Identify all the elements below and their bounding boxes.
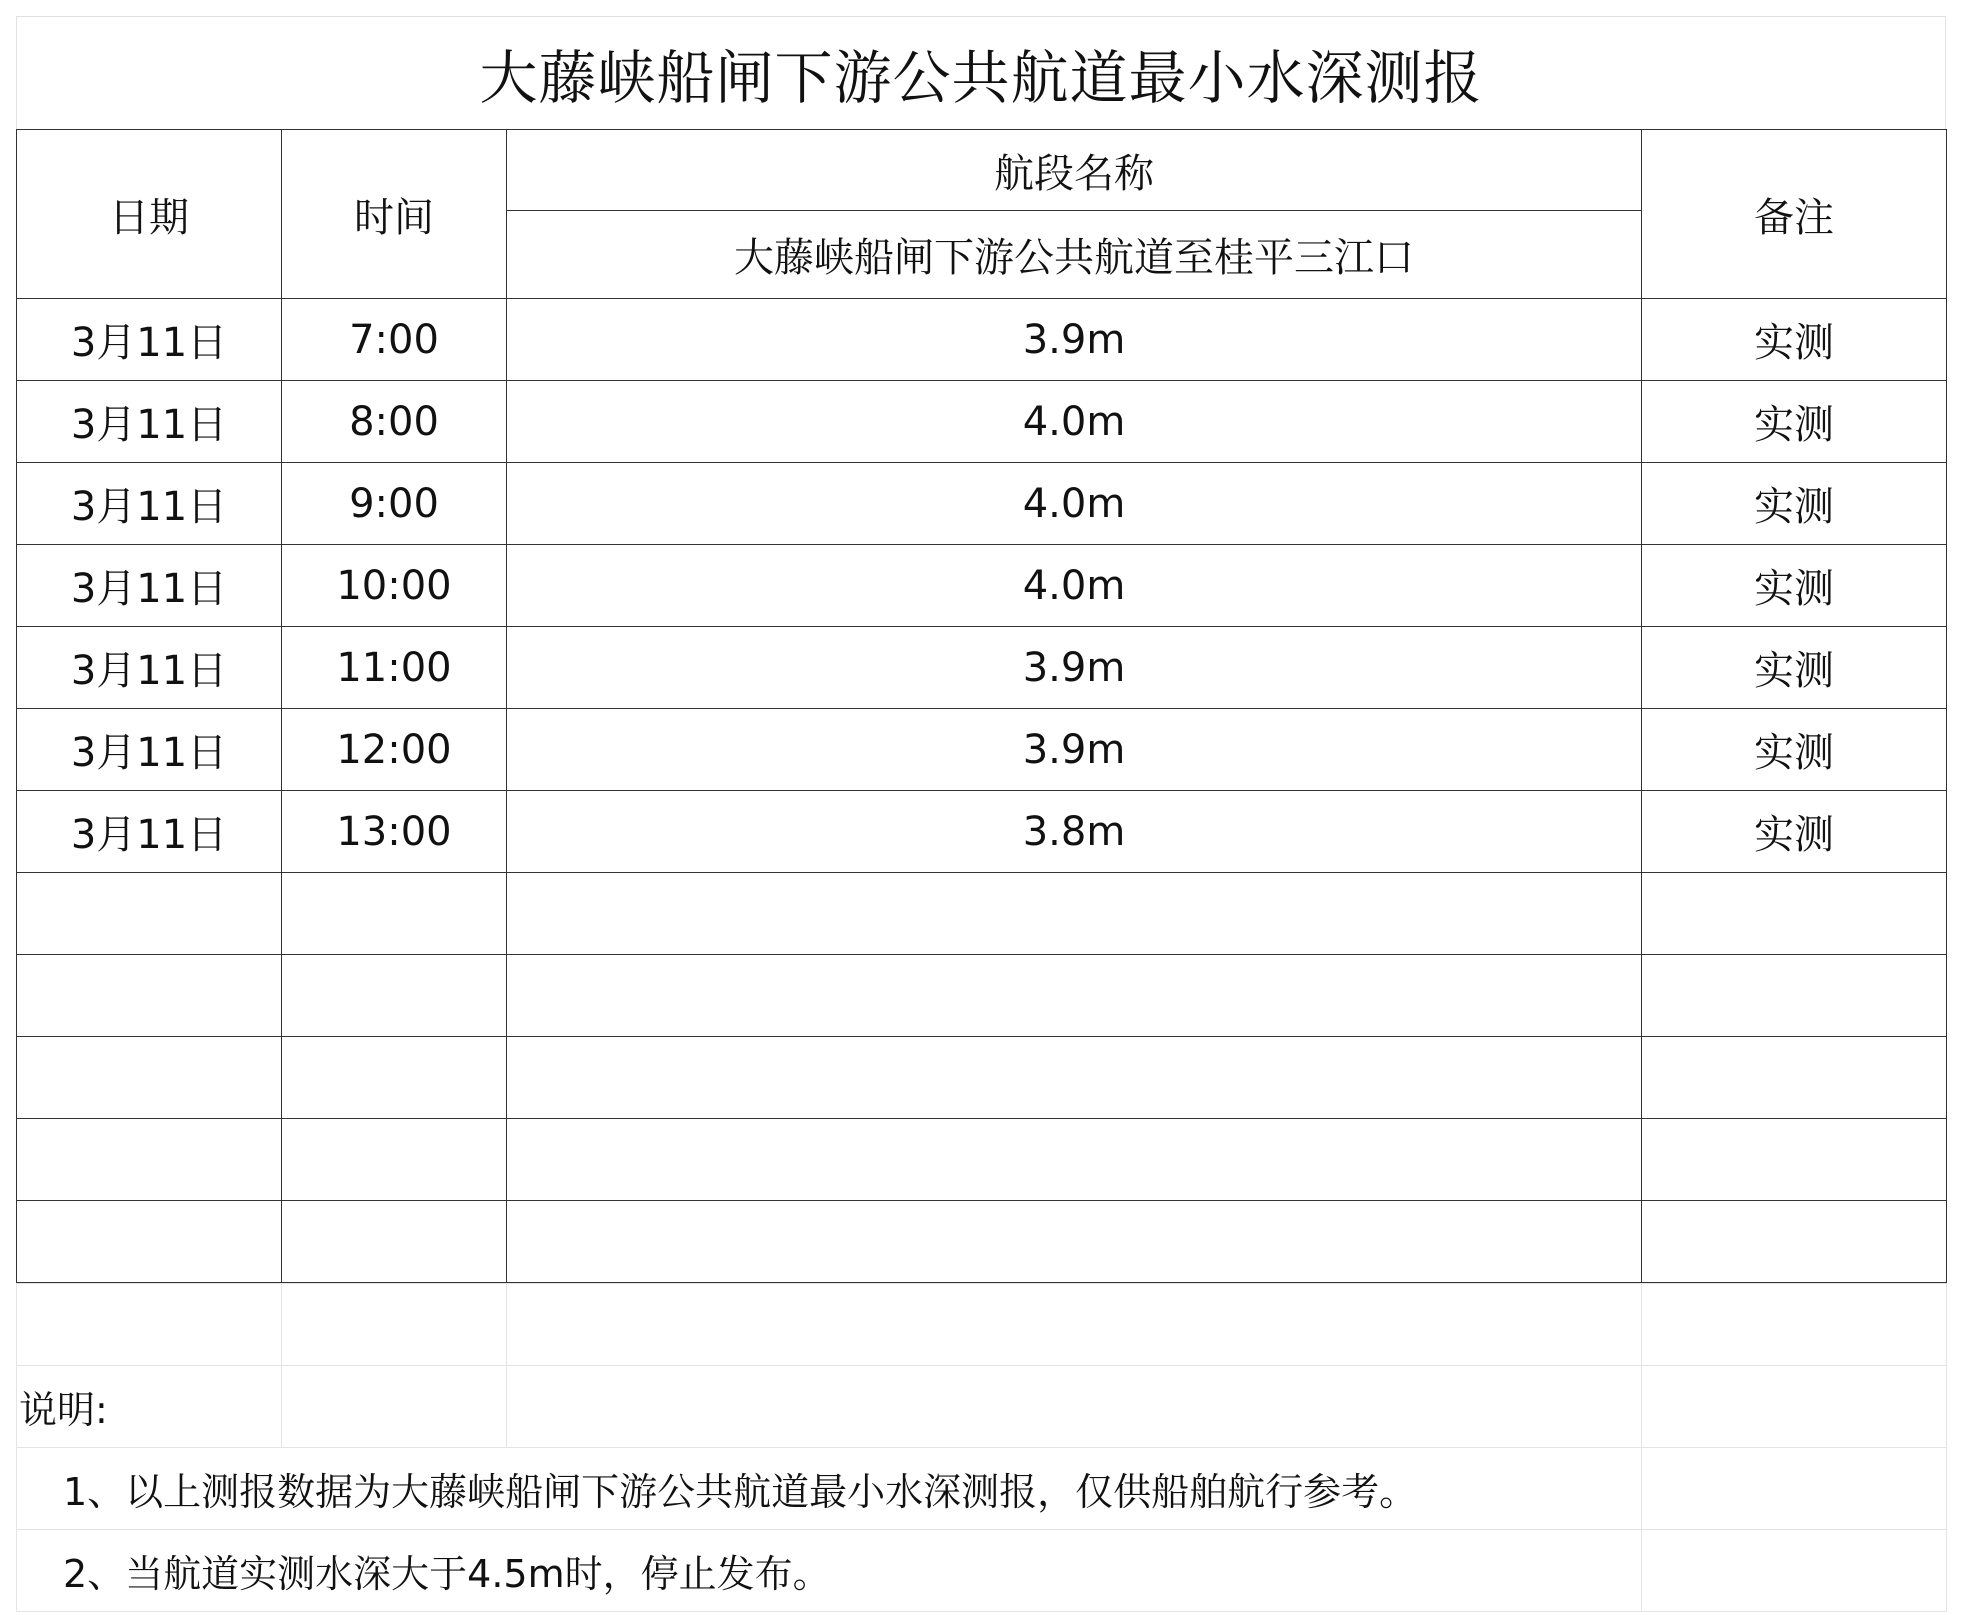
empty-cell: [1642, 955, 1947, 1037]
empty-cell: [1642, 873, 1947, 955]
cell-remark: 实测: [1642, 627, 1947, 709]
empty-cell: [17, 1201, 282, 1283]
cell-time: 7:00: [282, 299, 507, 381]
table-row: [17, 463, 1947, 545]
empty-row: [17, 1037, 1947, 1119]
spacer-cell: [1642, 1448, 1947, 1530]
empty-cell: [17, 1119, 282, 1201]
empty-cell: [282, 955, 507, 1037]
table-row: [17, 381, 1947, 463]
header-time: 时间: [282, 130, 507, 299]
header-section: 大藤峡船闸下游公共航道至桂平三江口: [507, 211, 1642, 299]
table-row: [17, 627, 1947, 709]
cell-date: 3月11日: [17, 545, 282, 627]
cell-time: 9:00: [282, 463, 507, 545]
empty-row: [17, 1119, 1947, 1201]
cell-depth: 4.0m: [507, 545, 1642, 627]
table-row: [17, 299, 1947, 381]
table-row: [17, 545, 1947, 627]
empty-cell: [507, 1119, 1642, 1201]
empty-cell: [1642, 1119, 1947, 1201]
cell-remark: 实测: [1642, 791, 1947, 873]
cell-date: 3月11日: [17, 463, 282, 545]
cell-depth: 4.0m: [507, 463, 1642, 545]
spacer-cell: [282, 1284, 507, 1366]
spacer-cell: [507, 1366, 1642, 1448]
cell-remark: 实测: [1642, 381, 1947, 463]
empty-cell: [17, 1037, 282, 1119]
table-row: [17, 709, 1947, 791]
note-row: [17, 1530, 1947, 1612]
empty-cell: [282, 1037, 507, 1119]
cell-time: 10:00: [282, 545, 507, 627]
table-row: [17, 791, 1947, 873]
cell-depth: 4.0m: [507, 381, 1642, 463]
notes-section: [16, 1283, 1947, 1612]
note-item: 2、当航道实测水深大于4.5m时，停止发布。: [17, 1530, 1642, 1612]
empty-cell: [282, 873, 507, 955]
empty-cell: [17, 873, 282, 955]
note-row: [17, 1448, 1947, 1530]
notes-label-row: [17, 1366, 1947, 1448]
notes-label: 说明:: [17, 1366, 282, 1448]
cell-depth: 3.9m: [507, 627, 1642, 709]
spacer-cell: [1642, 1366, 1947, 1448]
cell-date: 3月11日: [17, 627, 282, 709]
spacer-row: [17, 1284, 1947, 1366]
cell-depth: 3.8m: [507, 791, 1642, 873]
spacer-cell: [17, 1284, 282, 1366]
table-header-row: [17, 130, 1947, 211]
cell-depth: 3.9m: [507, 709, 1642, 791]
cell-date: 3月11日: [17, 709, 282, 791]
header-date: 日期: [17, 130, 282, 299]
empty-cell: [282, 1201, 507, 1283]
cell-time: 13:00: [282, 791, 507, 873]
cell-date: 3月11日: [17, 381, 282, 463]
spacer-cell: [282, 1366, 507, 1448]
empty-row: [17, 873, 1947, 955]
report-sheet: [16, 16, 1946, 1612]
spacer-cell: [1642, 1530, 1947, 1612]
cell-date: 3月11日: [17, 299, 282, 381]
empty-cell: [507, 1201, 1642, 1283]
empty-cell: [17, 955, 282, 1037]
cell-date: 3月11日: [17, 791, 282, 873]
spacer-cell: [1642, 1284, 1947, 1366]
spacer-cell: [507, 1284, 1642, 1366]
cell-time: 11:00: [282, 627, 507, 709]
cell-depth: 3.9m: [507, 299, 1642, 381]
empty-cell: [507, 873, 1642, 955]
cell-remark: 实测: [1642, 709, 1947, 791]
cell-remark: 实测: [1642, 299, 1947, 381]
empty-cell: [507, 955, 1642, 1037]
empty-cell: [282, 1119, 507, 1201]
empty-cell: [507, 1037, 1642, 1119]
empty-row: [17, 955, 1947, 1037]
header-remark: 备注: [1642, 130, 1947, 299]
cell-remark: 实测: [1642, 545, 1947, 627]
page-title: 大藤峡船闸下游公共航道最小水深测报: [16, 16, 1946, 129]
depth-table: [16, 129, 1947, 1283]
cell-time: 12:00: [282, 709, 507, 791]
header-section-name: 航段名称: [507, 130, 1642, 211]
cell-time: 8:00: [282, 381, 507, 463]
empty-cell: [1642, 1037, 1947, 1119]
empty-row: [17, 1201, 1947, 1283]
cell-remark: 实测: [1642, 463, 1947, 545]
empty-cell: [1642, 1201, 1947, 1283]
note-item: 1、以上测报数据为大藤峡船闸下游公共航道最小水深测报，仅供船舶航行参考。: [17, 1448, 1642, 1530]
